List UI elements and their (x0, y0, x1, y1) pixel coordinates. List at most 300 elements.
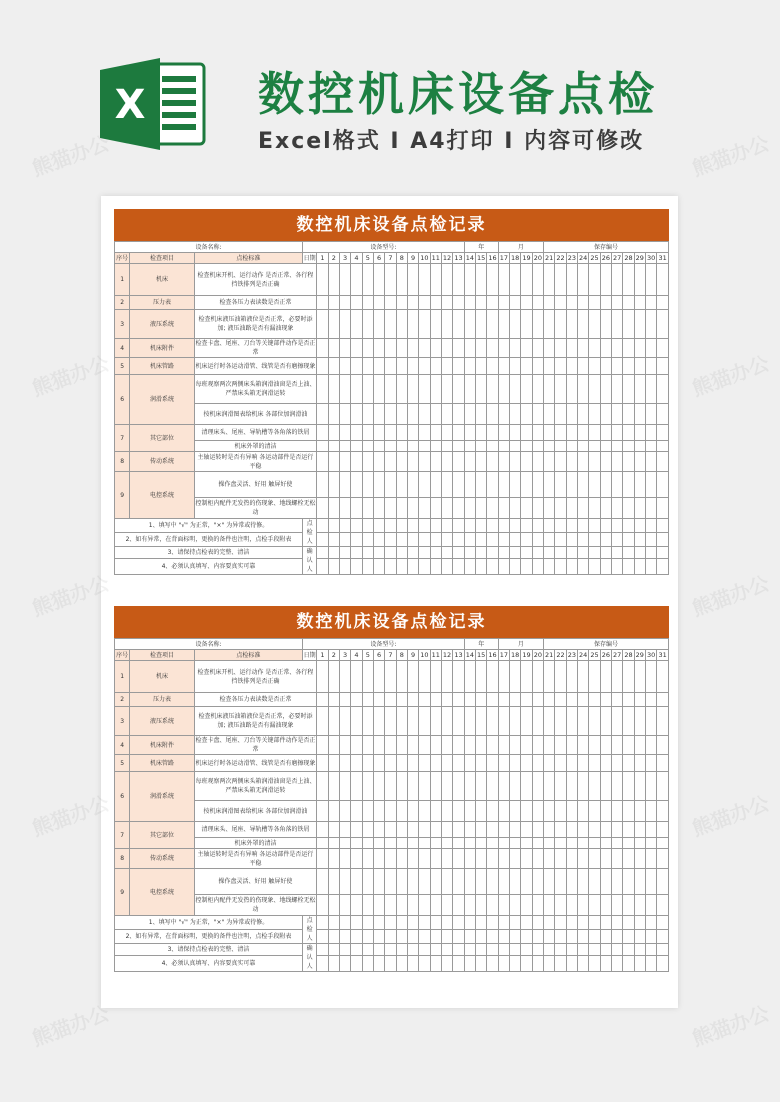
check-cell[interactable] (623, 310, 634, 339)
signature-cell[interactable] (657, 559, 669, 575)
check-cell[interactable] (487, 693, 498, 707)
check-cell[interactable] (430, 358, 441, 375)
check-cell[interactable] (339, 425, 350, 441)
check-cell[interactable] (634, 296, 645, 310)
check-cell[interactable] (521, 755, 532, 772)
check-cell[interactable] (464, 661, 475, 693)
signature-cell[interactable] (385, 944, 396, 956)
check-cell[interactable] (634, 441, 645, 452)
check-cell[interactable] (453, 441, 464, 452)
check-cell[interactable] (612, 452, 623, 472)
check-cell[interactable] (510, 707, 521, 736)
signature-cell[interactable] (441, 930, 452, 944)
check-cell[interactable] (385, 895, 396, 916)
check-cell[interactable] (566, 661, 577, 693)
signature-cell[interactable] (430, 916, 441, 930)
check-cell[interactable] (623, 661, 634, 693)
check-cell[interactable] (351, 707, 362, 736)
check-cell[interactable] (612, 264, 623, 296)
check-cell[interactable] (600, 772, 611, 801)
check-cell[interactable] (430, 661, 441, 693)
check-cell[interactable] (555, 755, 566, 772)
check-cell[interactable] (441, 339, 452, 358)
check-cell[interactable] (510, 296, 521, 310)
check-cell[interactable] (407, 310, 418, 339)
signature-cell[interactable] (600, 930, 611, 944)
check-cell[interactable] (657, 707, 669, 736)
signature-cell[interactable] (385, 547, 396, 559)
check-cell[interactable] (419, 822, 430, 838)
signature-cell[interactable] (328, 944, 339, 956)
check-cell[interactable] (351, 425, 362, 441)
check-cell[interactable] (407, 849, 418, 869)
check-cell[interactable] (521, 736, 532, 755)
signature-cell[interactable] (362, 559, 373, 575)
check-cell[interactable] (362, 707, 373, 736)
signature-cell[interactable] (385, 519, 396, 533)
check-cell[interactable] (430, 772, 441, 801)
signature-cell[interactable] (566, 533, 577, 547)
check-cell[interactable] (521, 339, 532, 358)
check-cell[interactable] (555, 472, 566, 498)
check-cell[interactable] (317, 404, 328, 425)
check-cell[interactable] (396, 425, 407, 441)
check-cell[interactable] (373, 339, 384, 358)
check-cell[interactable] (453, 452, 464, 472)
signature-cell[interactable] (317, 930, 328, 944)
check-cell[interactable] (317, 472, 328, 498)
check-cell[interactable] (498, 404, 509, 425)
signature-cell[interactable] (566, 930, 577, 944)
signature-cell[interactable] (453, 519, 464, 533)
check-cell[interactable] (521, 707, 532, 736)
check-cell[interactable] (362, 661, 373, 693)
check-cell[interactable] (510, 375, 521, 404)
check-cell[interactable] (487, 895, 498, 916)
check-cell[interactable] (645, 772, 656, 801)
check-cell[interactable] (589, 296, 600, 310)
check-cell[interactable] (612, 801, 623, 822)
signature-cell[interactable] (510, 956, 521, 972)
signature-cell[interactable] (566, 956, 577, 972)
check-cell[interactable] (362, 310, 373, 339)
check-cell[interactable] (339, 264, 350, 296)
check-cell[interactable] (487, 772, 498, 801)
check-cell[interactable] (544, 707, 555, 736)
check-cell[interactable] (544, 661, 555, 693)
check-cell[interactable] (385, 822, 396, 838)
signature-cell[interactable] (362, 930, 373, 944)
check-cell[interactable] (612, 339, 623, 358)
signature-cell[interactable] (566, 559, 577, 575)
signature-cell[interactable] (555, 916, 566, 930)
check-cell[interactable] (373, 693, 384, 707)
check-cell[interactable] (657, 801, 669, 822)
check-cell[interactable] (555, 441, 566, 452)
check-cell[interactable] (487, 358, 498, 375)
check-cell[interactable] (419, 849, 430, 869)
signature-cell[interactable] (634, 956, 645, 972)
check-cell[interactable] (623, 404, 634, 425)
check-cell[interactable] (544, 358, 555, 375)
check-cell[interactable] (521, 296, 532, 310)
check-cell[interactable] (487, 707, 498, 736)
check-cell[interactable] (510, 404, 521, 425)
check-cell[interactable] (657, 404, 669, 425)
signature-cell[interactable] (634, 559, 645, 575)
check-cell[interactable] (419, 425, 430, 441)
check-cell[interactable] (487, 498, 498, 519)
check-cell[interactable] (430, 264, 441, 296)
check-cell[interactable] (487, 849, 498, 869)
check-cell[interactable] (623, 838, 634, 849)
signature-cell[interactable] (419, 956, 430, 972)
check-cell[interactable] (407, 472, 418, 498)
check-cell[interactable] (578, 693, 589, 707)
signature-cell[interactable] (476, 547, 487, 559)
check-cell[interactable] (351, 772, 362, 801)
check-cell[interactable] (476, 264, 487, 296)
check-cell[interactable] (566, 452, 577, 472)
check-cell[interactable] (339, 693, 350, 707)
check-cell[interactable] (453, 736, 464, 755)
signature-cell[interactable] (623, 956, 634, 972)
check-cell[interactable] (544, 339, 555, 358)
check-cell[interactable] (362, 838, 373, 849)
check-cell[interactable] (623, 375, 634, 404)
check-cell[interactable] (476, 310, 487, 339)
check-cell[interactable] (339, 498, 350, 519)
check-cell[interactable] (362, 264, 373, 296)
check-cell[interactable] (464, 801, 475, 822)
check-cell[interactable] (544, 310, 555, 339)
check-cell[interactable] (634, 661, 645, 693)
signature-cell[interactable] (464, 519, 475, 533)
check-cell[interactable] (339, 441, 350, 452)
signature-cell[interactable] (521, 944, 532, 956)
check-cell[interactable] (441, 661, 452, 693)
check-cell[interactable] (555, 425, 566, 441)
check-cell[interactable] (544, 264, 555, 296)
check-cell[interactable] (645, 822, 656, 838)
check-cell[interactable] (362, 895, 373, 916)
check-cell[interactable] (476, 772, 487, 801)
check-cell[interactable] (328, 693, 339, 707)
check-cell[interactable] (544, 869, 555, 895)
check-cell[interactable] (317, 895, 328, 916)
signature-cell[interactable] (510, 559, 521, 575)
signature-cell[interactable] (612, 519, 623, 533)
check-cell[interactable] (498, 441, 509, 452)
check-cell[interactable] (566, 707, 577, 736)
check-cell[interactable] (407, 358, 418, 375)
check-cell[interactable] (510, 452, 521, 472)
check-cell[interactable] (373, 310, 384, 339)
check-cell[interactable] (351, 822, 362, 838)
check-cell[interactable] (600, 404, 611, 425)
signature-cell[interactable] (578, 547, 589, 559)
check-cell[interactable] (634, 772, 645, 801)
check-cell[interactable] (612, 707, 623, 736)
check-cell[interactable] (623, 736, 634, 755)
check-cell[interactable] (645, 869, 656, 895)
check-cell[interactable] (578, 736, 589, 755)
check-cell[interactable] (578, 339, 589, 358)
check-cell[interactable] (544, 472, 555, 498)
check-cell[interactable] (373, 358, 384, 375)
signature-cell[interactable] (339, 533, 350, 547)
signature-cell[interactable] (339, 547, 350, 559)
signature-cell[interactable] (430, 533, 441, 547)
signature-cell[interactable] (578, 930, 589, 944)
check-cell[interactable] (476, 661, 487, 693)
check-cell[interactable] (600, 801, 611, 822)
signature-cell[interactable] (476, 559, 487, 575)
check-cell[interactable] (555, 869, 566, 895)
signature-cell[interactable] (510, 533, 521, 547)
check-cell[interactable] (373, 869, 384, 895)
check-cell[interactable] (453, 472, 464, 498)
check-cell[interactable] (373, 755, 384, 772)
signature-cell[interactable] (373, 533, 384, 547)
check-cell[interactable] (532, 707, 543, 736)
signature-cell[interactable] (498, 547, 509, 559)
signature-cell[interactable] (634, 916, 645, 930)
check-cell[interactable] (441, 441, 452, 452)
check-cell[interactable] (441, 296, 452, 310)
check-cell[interactable] (498, 310, 509, 339)
check-cell[interactable] (419, 358, 430, 375)
check-cell[interactable] (373, 498, 384, 519)
signature-cell[interactable] (634, 519, 645, 533)
signature-cell[interactable] (339, 519, 350, 533)
check-cell[interactable] (612, 895, 623, 916)
check-cell[interactable] (430, 693, 441, 707)
signature-cell[interactable] (441, 944, 452, 956)
check-cell[interactable] (544, 755, 555, 772)
check-cell[interactable] (328, 895, 339, 916)
check-cell[interactable] (510, 822, 521, 838)
signature-cell[interactable] (362, 944, 373, 956)
check-cell[interactable] (464, 693, 475, 707)
check-cell[interactable] (555, 693, 566, 707)
check-cell[interactable] (385, 404, 396, 425)
check-cell[interactable] (645, 838, 656, 849)
check-cell[interactable] (487, 441, 498, 452)
check-cell[interactable] (634, 822, 645, 838)
check-cell[interactable] (487, 869, 498, 895)
check-cell[interactable] (407, 425, 418, 441)
check-cell[interactable] (612, 441, 623, 452)
check-cell[interactable] (521, 498, 532, 519)
check-cell[interactable] (430, 452, 441, 472)
check-cell[interactable] (351, 849, 362, 869)
check-cell[interactable] (566, 822, 577, 838)
check-cell[interactable] (544, 296, 555, 310)
signature-cell[interactable] (396, 956, 407, 972)
check-cell[interactable] (441, 264, 452, 296)
check-cell[interactable] (578, 296, 589, 310)
check-cell[interactable] (498, 498, 509, 519)
check-cell[interactable] (396, 498, 407, 519)
check-cell[interactable] (339, 849, 350, 869)
signature-cell[interactable] (441, 547, 452, 559)
check-cell[interactable] (589, 310, 600, 339)
check-cell[interactable] (339, 869, 350, 895)
check-cell[interactable] (339, 452, 350, 472)
check-cell[interactable] (600, 339, 611, 358)
check-cell[interactable] (600, 895, 611, 916)
signature-cell[interactable] (362, 519, 373, 533)
signature-cell[interactable] (407, 519, 418, 533)
signature-cell[interactable] (498, 559, 509, 575)
signature-cell[interactable] (612, 547, 623, 559)
signature-cell[interactable] (600, 956, 611, 972)
check-cell[interactable] (589, 755, 600, 772)
check-cell[interactable] (645, 707, 656, 736)
check-cell[interactable] (498, 375, 509, 404)
check-cell[interactable] (362, 822, 373, 838)
check-cell[interactable] (362, 869, 373, 895)
signature-cell[interactable] (351, 930, 362, 944)
check-cell[interactable] (351, 472, 362, 498)
signature-cell[interactable] (351, 916, 362, 930)
check-cell[interactable] (373, 707, 384, 736)
signature-cell[interactable] (623, 519, 634, 533)
signature-cell[interactable] (521, 547, 532, 559)
signature-cell[interactable] (385, 559, 396, 575)
signature-cell[interactable] (430, 559, 441, 575)
signature-cell[interactable] (453, 956, 464, 972)
check-cell[interactable] (544, 895, 555, 916)
check-cell[interactable] (385, 693, 396, 707)
check-cell[interactable] (521, 869, 532, 895)
signature-cell[interactable] (600, 916, 611, 930)
check-cell[interactable] (396, 869, 407, 895)
check-cell[interactable] (521, 801, 532, 822)
check-cell[interactable] (396, 310, 407, 339)
check-cell[interactable] (623, 441, 634, 452)
check-cell[interactable] (419, 441, 430, 452)
check-cell[interactable] (328, 736, 339, 755)
check-cell[interactable] (532, 661, 543, 693)
signature-cell[interactable] (328, 930, 339, 944)
signature-cell[interactable] (612, 559, 623, 575)
check-cell[interactable] (600, 472, 611, 498)
check-cell[interactable] (532, 472, 543, 498)
check-cell[interactable] (362, 736, 373, 755)
check-cell[interactable] (430, 736, 441, 755)
check-cell[interactable] (317, 661, 328, 693)
check-cell[interactable] (317, 498, 328, 519)
check-cell[interactable] (532, 869, 543, 895)
check-cell[interactable] (373, 425, 384, 441)
signature-cell[interactable] (373, 559, 384, 575)
signature-cell[interactable] (464, 956, 475, 972)
signature-cell[interactable] (521, 916, 532, 930)
check-cell[interactable] (623, 264, 634, 296)
check-cell[interactable] (487, 822, 498, 838)
check-cell[interactable] (476, 296, 487, 310)
check-cell[interactable] (487, 264, 498, 296)
check-cell[interactable] (464, 707, 475, 736)
check-cell[interactable] (453, 339, 464, 358)
check-cell[interactable] (578, 358, 589, 375)
check-cell[interactable] (351, 375, 362, 404)
check-cell[interactable] (589, 801, 600, 822)
check-cell[interactable] (441, 425, 452, 441)
signature-cell[interactable] (612, 533, 623, 547)
check-cell[interactable] (510, 472, 521, 498)
signature-cell[interactable] (510, 944, 521, 956)
check-cell[interactable] (430, 296, 441, 310)
signature-cell[interactable] (476, 533, 487, 547)
check-cell[interactable] (645, 755, 656, 772)
signature-cell[interactable] (645, 916, 656, 930)
signature-cell[interactable] (544, 930, 555, 944)
signature-cell[interactable] (544, 533, 555, 547)
signature-cell[interactable] (407, 944, 418, 956)
check-cell[interactable] (566, 425, 577, 441)
check-cell[interactable] (600, 375, 611, 404)
check-cell[interactable] (419, 264, 430, 296)
check-cell[interactable] (339, 707, 350, 736)
signature-cell[interactable] (396, 533, 407, 547)
check-cell[interactable] (339, 472, 350, 498)
signature-cell[interactable] (385, 916, 396, 930)
check-cell[interactable] (578, 849, 589, 869)
check-cell[interactable] (555, 661, 566, 693)
check-cell[interactable] (351, 693, 362, 707)
check-cell[interactable] (317, 310, 328, 339)
signature-cell[interactable] (645, 533, 656, 547)
check-cell[interactable] (521, 472, 532, 498)
check-cell[interactable] (351, 264, 362, 296)
check-cell[interactable] (317, 264, 328, 296)
check-cell[interactable] (351, 661, 362, 693)
signature-cell[interactable] (566, 944, 577, 956)
check-cell[interactable] (589, 441, 600, 452)
signature-cell[interactable] (521, 559, 532, 575)
check-cell[interactable] (634, 264, 645, 296)
check-cell[interactable] (476, 755, 487, 772)
signature-cell[interactable] (555, 547, 566, 559)
check-cell[interactable] (328, 310, 339, 339)
check-cell[interactable] (317, 838, 328, 849)
check-cell[interactable] (351, 498, 362, 519)
check-cell[interactable] (634, 895, 645, 916)
check-cell[interactable] (645, 801, 656, 822)
signature-cell[interactable] (600, 519, 611, 533)
signature-cell[interactable] (623, 944, 634, 956)
check-cell[interactable] (589, 358, 600, 375)
check-cell[interactable] (521, 772, 532, 801)
check-cell[interactable] (407, 452, 418, 472)
check-cell[interactable] (645, 736, 656, 755)
signature-cell[interactable] (396, 916, 407, 930)
check-cell[interactable] (453, 869, 464, 895)
check-cell[interactable] (532, 801, 543, 822)
signature-cell[interactable] (487, 944, 498, 956)
check-cell[interactable] (657, 755, 669, 772)
check-cell[interactable] (566, 801, 577, 822)
check-cell[interactable] (464, 296, 475, 310)
check-cell[interactable] (657, 425, 669, 441)
check-cell[interactable] (385, 452, 396, 472)
check-cell[interactable] (589, 849, 600, 869)
check-cell[interactable] (351, 452, 362, 472)
signature-cell[interactable] (600, 944, 611, 956)
